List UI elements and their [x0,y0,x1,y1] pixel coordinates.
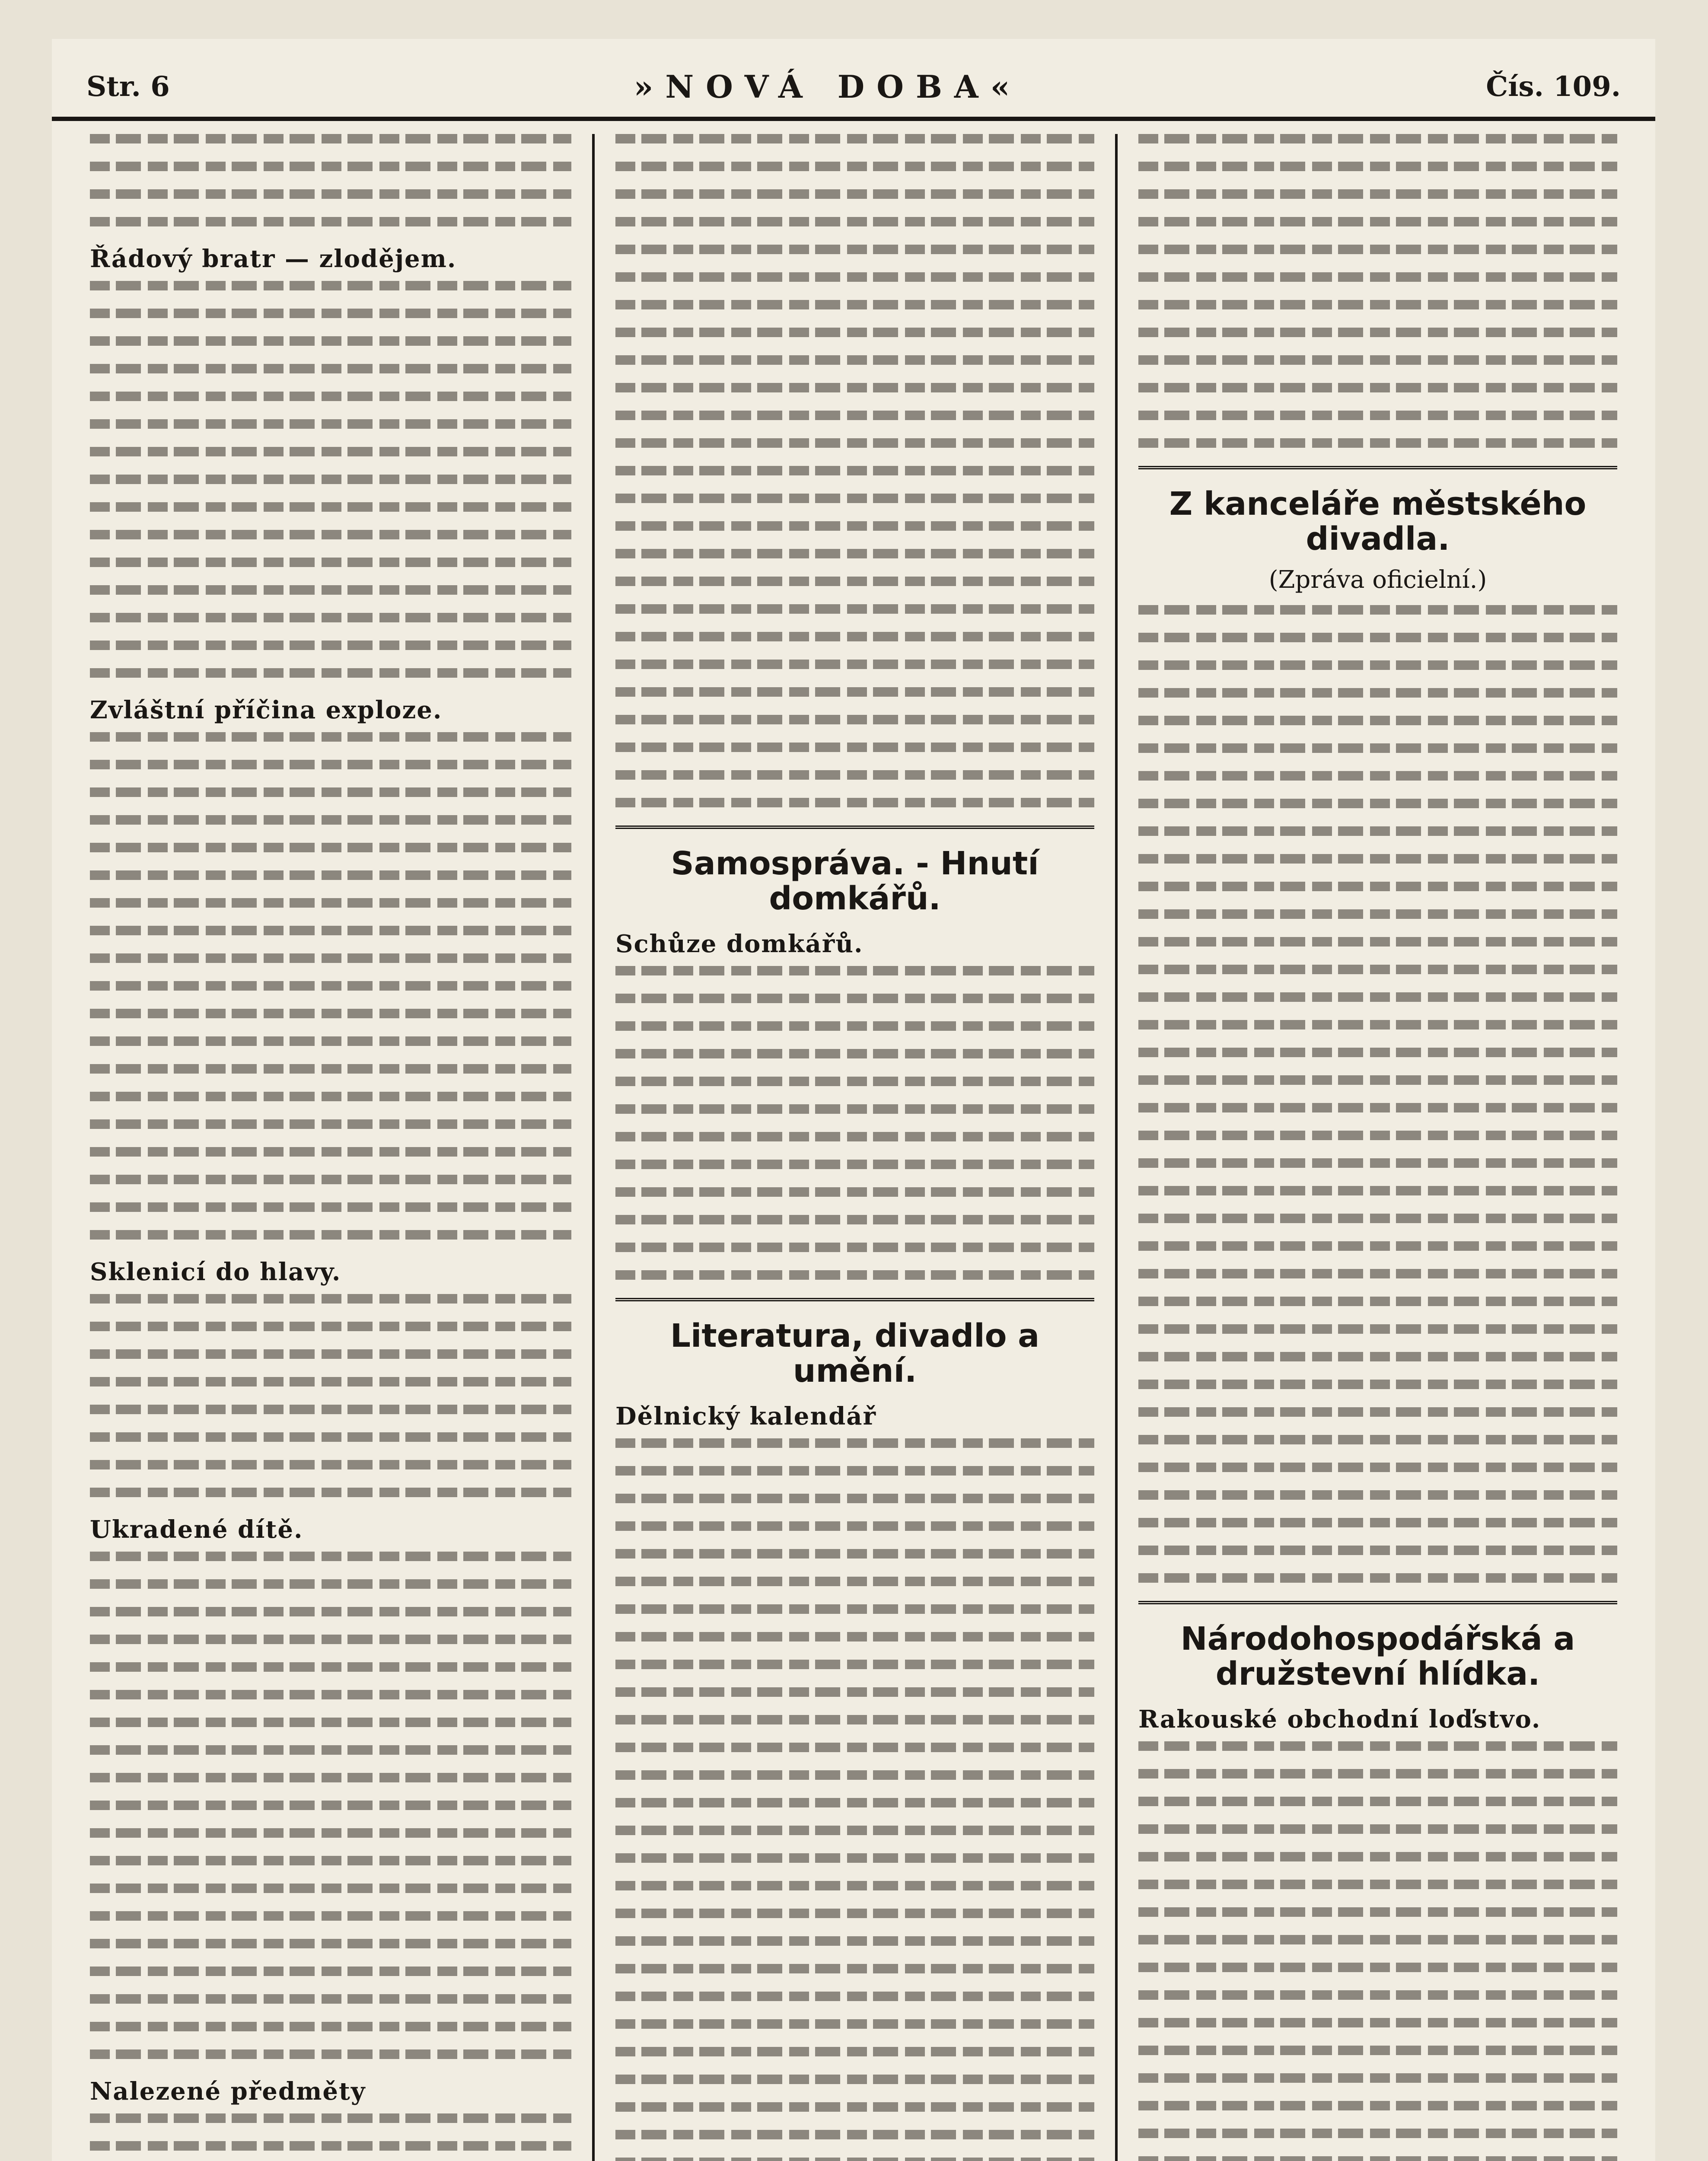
section-heading: Samospráva. - Hnutí domkářů. [671,845,1039,918]
column-3 [1115,134,1638,2161]
newspaper-page [52,39,1655,2161]
article-lead: Schůze domkářů. [615,929,864,958]
column-1 [69,134,592,2161]
section-subheading: (Zpráva oficielní.) [1268,565,1487,594]
article-lead: Zvláštní příčina exploze. [90,696,443,724]
section-divider [615,1298,1094,1301]
unreadable-text-block [90,134,571,2161]
article-lead: Rakouské obchodní loďstvo. [1138,1705,1541,1734]
section-divider [615,826,1094,829]
article-lead: Řádový bratr — zlodějem. [90,245,457,273]
text-columns [69,134,1638,2161]
article-lead: Nalezené předměty [90,2077,366,2106]
page-number: Str. 6 [86,70,170,103]
section-heading: Z kanceláře městského divadla. [1169,485,1587,558]
column-2 [592,134,1115,2161]
section-heading: Literatura, divadlo a umění. [670,1317,1040,1390]
unreadable-text-block [1138,134,1617,2161]
page-header [52,56,1655,121]
issue-number: Čís. 109. [1486,70,1621,103]
section-heading: Národohospodářská a družstevní hlídka. [1180,1620,1575,1693]
article-lead: Ukradené dítě. [90,1515,303,1544]
unreadable-text-block [615,134,1094,2161]
article-lead: Sklenicí do hlavy. [90,1258,341,1286]
newspaper-title: »NOVÁ DOBA« [634,68,1022,105]
section-divider [1138,1601,1617,1604]
article-lead: Dělnický kalendář [615,1402,877,1431]
section-divider [1138,466,1617,469]
